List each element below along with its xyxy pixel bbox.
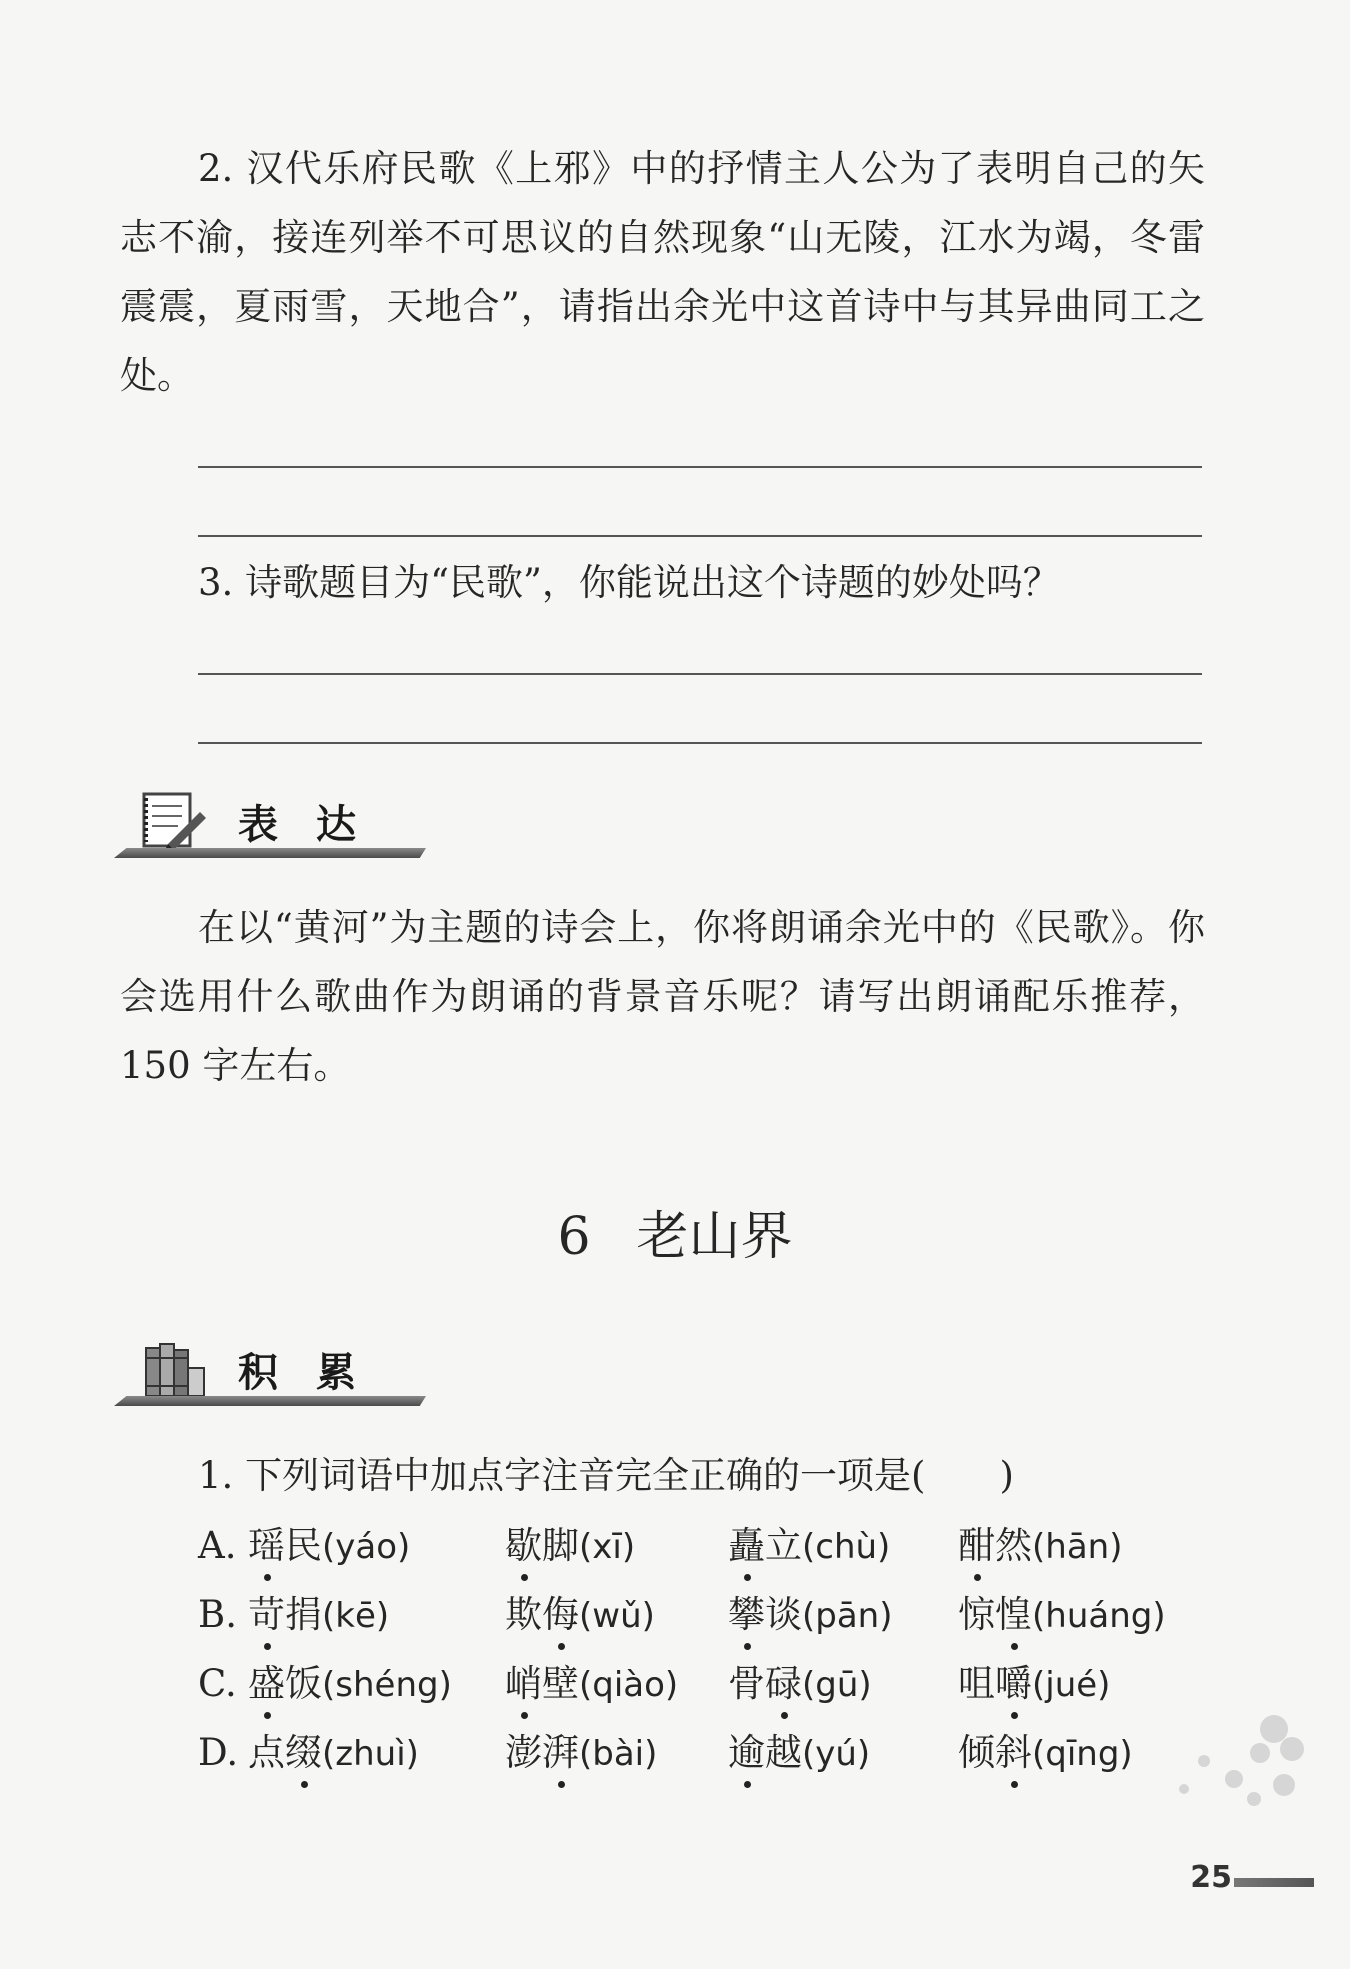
dotted-char: 缀 (285, 1728, 322, 1778)
question-3-text: 3. 诗歌题目为“民歌”，你能说出这个诗题的妙处吗？ (198, 561, 1060, 604)
notebook-pen-icon (138, 790, 208, 852)
option-word (505, 1728, 657, 1779)
question-2-text: 2. 汉代乐府民歌《上邪》中的抒情主人公为了表明自己的矢志不渝，接连列举不可思议的自然现象“山无陵，江水为竭，冬雷震震，夏雨雪，天地合”，请指出余光中这首诗中与其异曲同工之处。 (120, 147, 1205, 397)
option-word (728, 1590, 893, 1641)
dotted-char: 瑶 (248, 1521, 285, 1571)
dotted-char: 惶 (995, 1590, 1032, 1640)
word-char: 民 (285, 1524, 322, 1567)
word-char: 欺 (505, 1593, 542, 1636)
dotted-char: 盛 (248, 1659, 285, 1709)
pinyin: (bài) (579, 1734, 658, 1774)
lesson-title (0, 1202, 1350, 1272)
mc-question-stem: 1. 下列词语中加点字注音完全正确的一项是( ) (198, 1454, 1014, 1497)
pinyin: (gū) (802, 1665, 872, 1705)
option-word (505, 1521, 635, 1572)
pinyin: (qiào) (579, 1665, 679, 1705)
books-icon (138, 1338, 208, 1400)
option-word (505, 1590, 655, 1641)
word-char: 捐 (285, 1593, 322, 1636)
word-char: 立 (765, 1524, 802, 1567)
pinyin: (jué) (1032, 1665, 1111, 1705)
dotted-char: 侮 (542, 1590, 579, 1640)
dotted-char: 酣 (958, 1521, 995, 1571)
dotted-char: 湃 (542, 1728, 579, 1778)
pinyin: (huáng) (1032, 1596, 1166, 1636)
pinyin: (qīng) (1032, 1734, 1133, 1774)
answer-line[interactable] (198, 673, 1202, 675)
lesson-number: 6 (557, 1207, 591, 1267)
answer-line[interactable] (198, 742, 1202, 744)
dotted-char: 矗 (728, 1521, 765, 1571)
page-number: 25 (1190, 1860, 1232, 1895)
word-char: 澎 (505, 1731, 542, 1774)
word-char: 饭 (285, 1662, 322, 1705)
word-char: 倾 (958, 1731, 995, 1774)
section-label: 表达 (238, 802, 394, 848)
option-word (958, 1590, 1166, 1641)
option-word (958, 1521, 1122, 1572)
option-word (958, 1659, 1110, 1710)
dotted-char: 攀 (728, 1590, 765, 1640)
word-char: 然 (995, 1524, 1032, 1567)
option-word (248, 1590, 389, 1641)
word-char: 脚 (542, 1524, 579, 1567)
option-word (248, 1728, 419, 1779)
option-word (728, 1728, 870, 1779)
dotted-char: 斜 (995, 1728, 1032, 1778)
word-char: 壁 (542, 1662, 579, 1705)
option-word (248, 1659, 452, 1710)
dotted-char: 碌 (765, 1659, 802, 1709)
page-number-bar (1234, 1878, 1314, 1887)
option-letter: C. (198, 1662, 237, 1705)
word-char: 谈 (765, 1593, 802, 1636)
pinyin: (xī) (579, 1527, 636, 1567)
option-word (728, 1659, 872, 1710)
pinyin: (chù) (802, 1527, 891, 1567)
pinyin: (yáo) (322, 1527, 411, 1567)
option-word (958, 1728, 1133, 1779)
word-char: 骨 (728, 1662, 765, 1705)
pinyin: (wǔ) (579, 1596, 655, 1636)
word-char: 惊 (958, 1593, 995, 1636)
pinyin: (shéng) (322, 1665, 452, 1705)
dotted-char: 峭 (505, 1659, 542, 1709)
word-char: 点 (248, 1731, 285, 1774)
option-word (248, 1521, 410, 1572)
dotted-char: 逾 (728, 1728, 765, 1778)
lesson-name: 老山界 (636, 1207, 793, 1267)
section-label: 积累 (238, 1350, 394, 1396)
dotted-char: 苛 (248, 1590, 285, 1640)
option-letter: B. (198, 1593, 237, 1636)
answer-line[interactable] (198, 466, 1202, 468)
dotted-char: 歇 (505, 1521, 542, 1571)
pinyin: (kē) (322, 1596, 390, 1636)
floral-decoration (1164, 1699, 1314, 1819)
word-char: 咀 (958, 1662, 995, 1705)
pinyin: (zhuì) (322, 1734, 419, 1774)
word-char: 越 (765, 1731, 802, 1774)
expression-prompt: 在以“黄河”为主题的诗会上，你将朗诵余光中的《民歌》。你会选用什么歌曲作为朗诵的背景音乐呢？请写出朗诵配乐推荐，150 字左右。 (120, 906, 1205, 1087)
pinyin: (pān) (802, 1596, 893, 1636)
dotted-char: 嚼 (995, 1659, 1032, 1709)
option-letter: A. (198, 1524, 237, 1567)
pinyin: (yú) (802, 1734, 871, 1774)
option-letter: D. (198, 1731, 239, 1774)
option-word (505, 1659, 678, 1710)
pinyin: (hān) (1032, 1527, 1123, 1567)
section-header-expression (114, 790, 426, 858)
option-word (728, 1521, 890, 1572)
section-header-accumulation (114, 1338, 426, 1406)
answer-line[interactable] (198, 535, 1202, 537)
